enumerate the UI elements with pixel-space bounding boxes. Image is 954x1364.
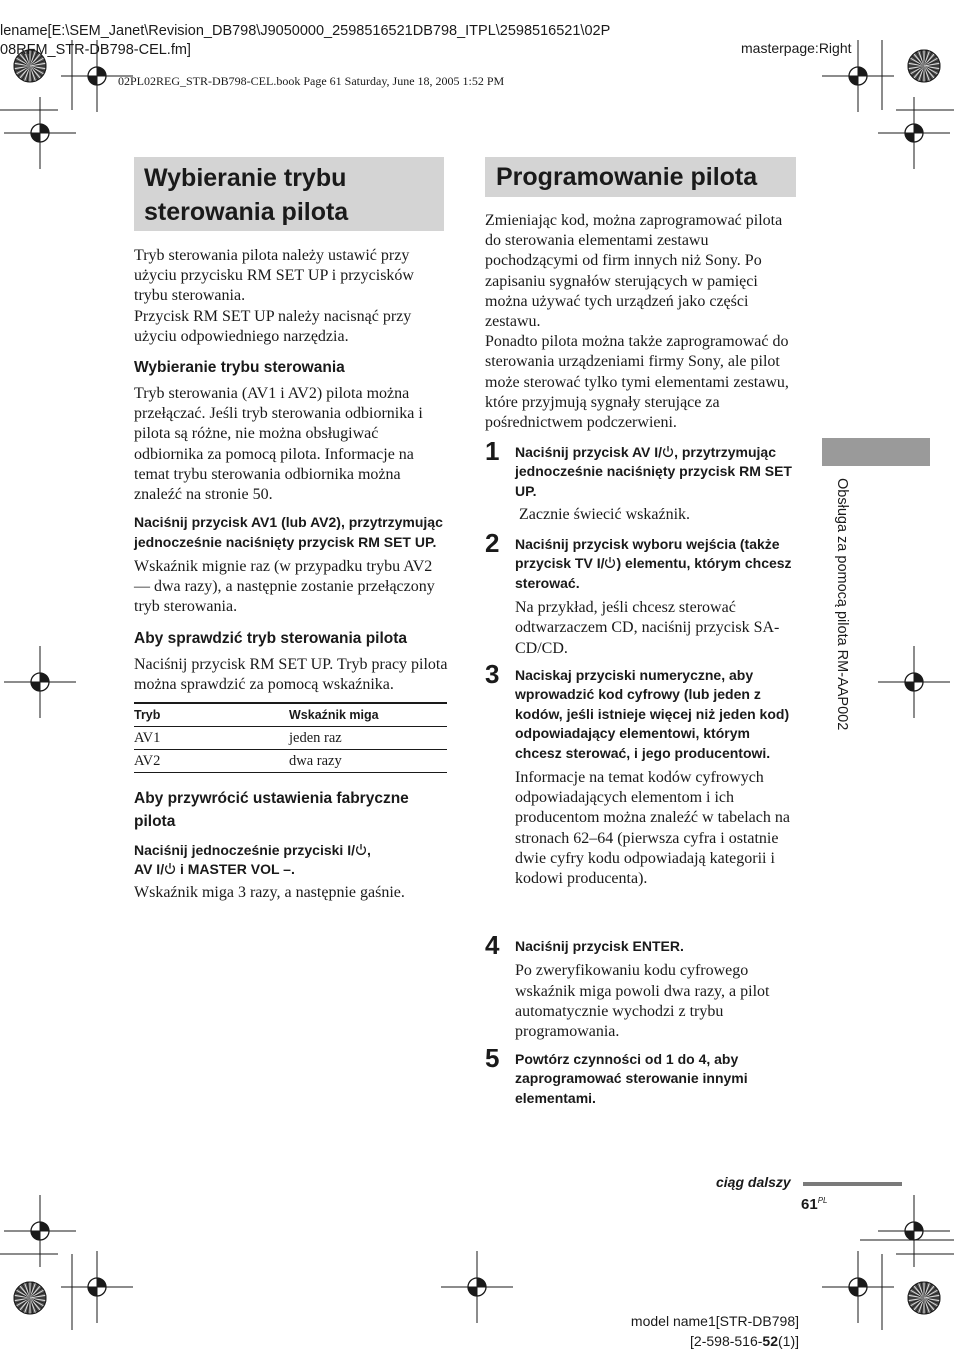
right-intro-p1: Zmieniając kod, można zaprogramować pilota do sterowania elementami zestawu pochodzącymi od firm innych niż Sony. Po zapisaniu sygnałów sterujących w pamięci można używać tych urządzeń jako części zestawu.	[485, 212, 783, 331]
continued-label: ciąg dalszy	[716, 1174, 791, 1190]
step-number-3: 3	[485, 659, 500, 689]
masterpage-label: masterpage:Right	[741, 40, 852, 56]
registration-cross	[61, 1251, 133, 1323]
power-standby-icon	[662, 444, 674, 460]
result-av1: Wskaźnik mignie raz (w przypadku trybu AV2 — dwa razy), a następnie zostanie przełączony tryb sterowania.	[134, 558, 435, 616]
registration-cross	[822, 1251, 894, 1323]
continued-bar	[803, 1182, 902, 1186]
step-1-instruction: Naciśnij przycisk AV I/ , przytrzymując jednocześnie naciśnięty przycisk RM SET UP.	[515, 444, 792, 499]
registration-cross	[878, 646, 950, 718]
right-intro-p2: Ponadto pilota można także zaprogramować do sterowania urządzeniami firmy Sony, ale pilot może sterować tylko tymi elementami zestawu, które przyjmują sygnały sterujące za pośrednictwem podczerwieni.	[485, 333, 789, 432]
step-1	[515, 443, 800, 525]
power-standby-icon	[164, 861, 176, 877]
registration-star-top-right	[908, 50, 940, 82]
registration-cross	[878, 97, 950, 169]
table-header-mode: Tryb	[134, 703, 289, 727]
left-intro-p1: Tryb sterowania pilota należy ustawić przy użyciu przycisku RM SET UP i przycisków trybu sterowania.	[134, 247, 414, 305]
step-4	[515, 937, 800, 1042]
filename-header: lename[E:\SEM_Janet\Revision_DB798\J9050000_2598516521DB798_ITPL\2598516521\02P 08RFM_STR-DB798-CEL.fm]	[0, 23, 611, 58]
table-header-indicator: Wskaźnik miga	[289, 703, 447, 727]
book-info-line: 02PL02REG_STR-DB798-CEL.book Page 61 Saturday, June 18, 2005 1:52 PM	[118, 74, 505, 88]
right-section-title: Programowanie pilota	[485, 157, 796, 197]
left-column	[134, 246, 448, 903]
step-3	[515, 666, 800, 889]
registration-cross	[4, 646, 76, 718]
registration-cross	[441, 1251, 513, 1323]
table-cell: jeden raz	[289, 727, 447, 750]
step-number-2: 2	[485, 528, 500, 558]
instruction-reset: Naciśnij jednocześnie przyciski I/ , AV I/ i MASTER VOL –.	[134, 842, 371, 878]
table-cell: AV2	[134, 750, 289, 773]
step-4-instruction: Naciśnij przycisk ENTER.	[515, 938, 684, 954]
right-intro	[485, 211, 799, 433]
page-number: $61^{PL}$	[801, 1196, 828, 1213]
registration-star-bottom-right	[908, 1282, 940, 1314]
instruction-av1: Naciśnij przycisk AV1 (lub AV2), przytrzymując jednocześnie naciśnięty przycisk RM SET UP.	[134, 514, 443, 550]
step-2-result: Na przykład, jeśli chcesz sterować odtwarzaczem CD, naciśnij przycisk SA-CD/CD.	[515, 599, 780, 657]
registration-star-bottom-left	[14, 1282, 46, 1314]
table-header-row	[134, 703, 447, 727]
table-row	[134, 750, 447, 773]
section-heading-check: Aby sprawdzić tryb sterowania pilota	[134, 629, 408, 647]
mode-table	[134, 702, 447, 773]
step-5	[515, 1050, 800, 1108]
step-2	[515, 535, 800, 659]
power-standby-icon	[604, 555, 616, 571]
chapter-tab	[822, 438, 930, 466]
chapter-side-label: Obsługa za pomocą pilota RM-AAP002	[834, 478, 850, 731]
step-1-result: Zacznie świecić wskaźnik.	[519, 506, 691, 524]
step-5-instruction: Powtórz czynności od 1 do 4, aby zaprogramować sterowanie innymi elementami.	[515, 1051, 748, 1106]
section-heading-reset: Aby przywrócić ustawienia fabryczne pilota	[134, 790, 409, 831]
step-2-instruction: Naciśnij przycisk wyboru wejścia (także przycisk TV I/ ) elementu, którym chcesz sterować.	[515, 536, 792, 591]
step-3-instruction: Naciskaj przyciski numeryczne, aby wprowadzić kod cyfrowy (lub jeden z kodów, jeśli istnieje więcej niż jeden kod) odpowiadający elementowi, którym chcesz sterować, i jego producentowi.	[515, 667, 790, 761]
model-info: model name1[STR-DB798] [2-598-516-52(1)]	[630, 1313, 799, 1349]
left-intro-p2: Przycisk RM SET UP należy nacisnąć przy użyciu odpowiedniego narzędzia.	[134, 307, 412, 345]
step-3-result: Informacje na temat kodów cyfrowych odpowiadających elementom i ich producentom można znaleźć w tabelach na stronach 62–64 (pierwsza cyfra i ostatnie dwie cyfry kodu odpowiadają kategorii i kodowi producenta).	[515, 769, 790, 888]
step-number-4: 4	[485, 930, 500, 960]
result-reset: Wskaźnik miga 3 razy, a następnie gaśnie.	[134, 883, 405, 901]
step-4-result: Po zweryfikowaniu kodu cyfrowego wskaźnik miga powoli dwa razy, a pilot automatycznie wychodzi z trybu programowania.	[515, 962, 770, 1041]
table-cell: dwa razy	[289, 750, 447, 773]
table-cell: AV1	[134, 727, 289, 750]
section-text-mode: Tryb sterowania (AV1 i AV2) pilota można przełączać. Jeśli tryb sterowania odbiornika i pilota są różne, nie można obsługiwać odbiornika za pomocą pilota. Informacje na temat trybu sterowania odbiornika można znaleźć na stronie 50.	[134, 385, 423, 504]
power-standby-icon	[355, 842, 367, 858]
step-number-5: 5	[485, 1043, 500, 1073]
left-section-title: Wybieranie trybu sterowania pilota	[134, 157, 444, 231]
section-heading-mode: Wybieranie trybu sterowania	[134, 359, 345, 377]
section-text-check: Naciśnij przycisk RM SET UP. Tryb pracy pilota można sprawdzić za pomocą wskaźnika.	[134, 655, 448, 693]
registration-cross	[4, 1195, 76, 1267]
registration-cross	[878, 1195, 950, 1267]
step-number-1: 1	[485, 436, 500, 466]
table-row	[134, 727, 447, 750]
registration-cross	[4, 97, 76, 169]
